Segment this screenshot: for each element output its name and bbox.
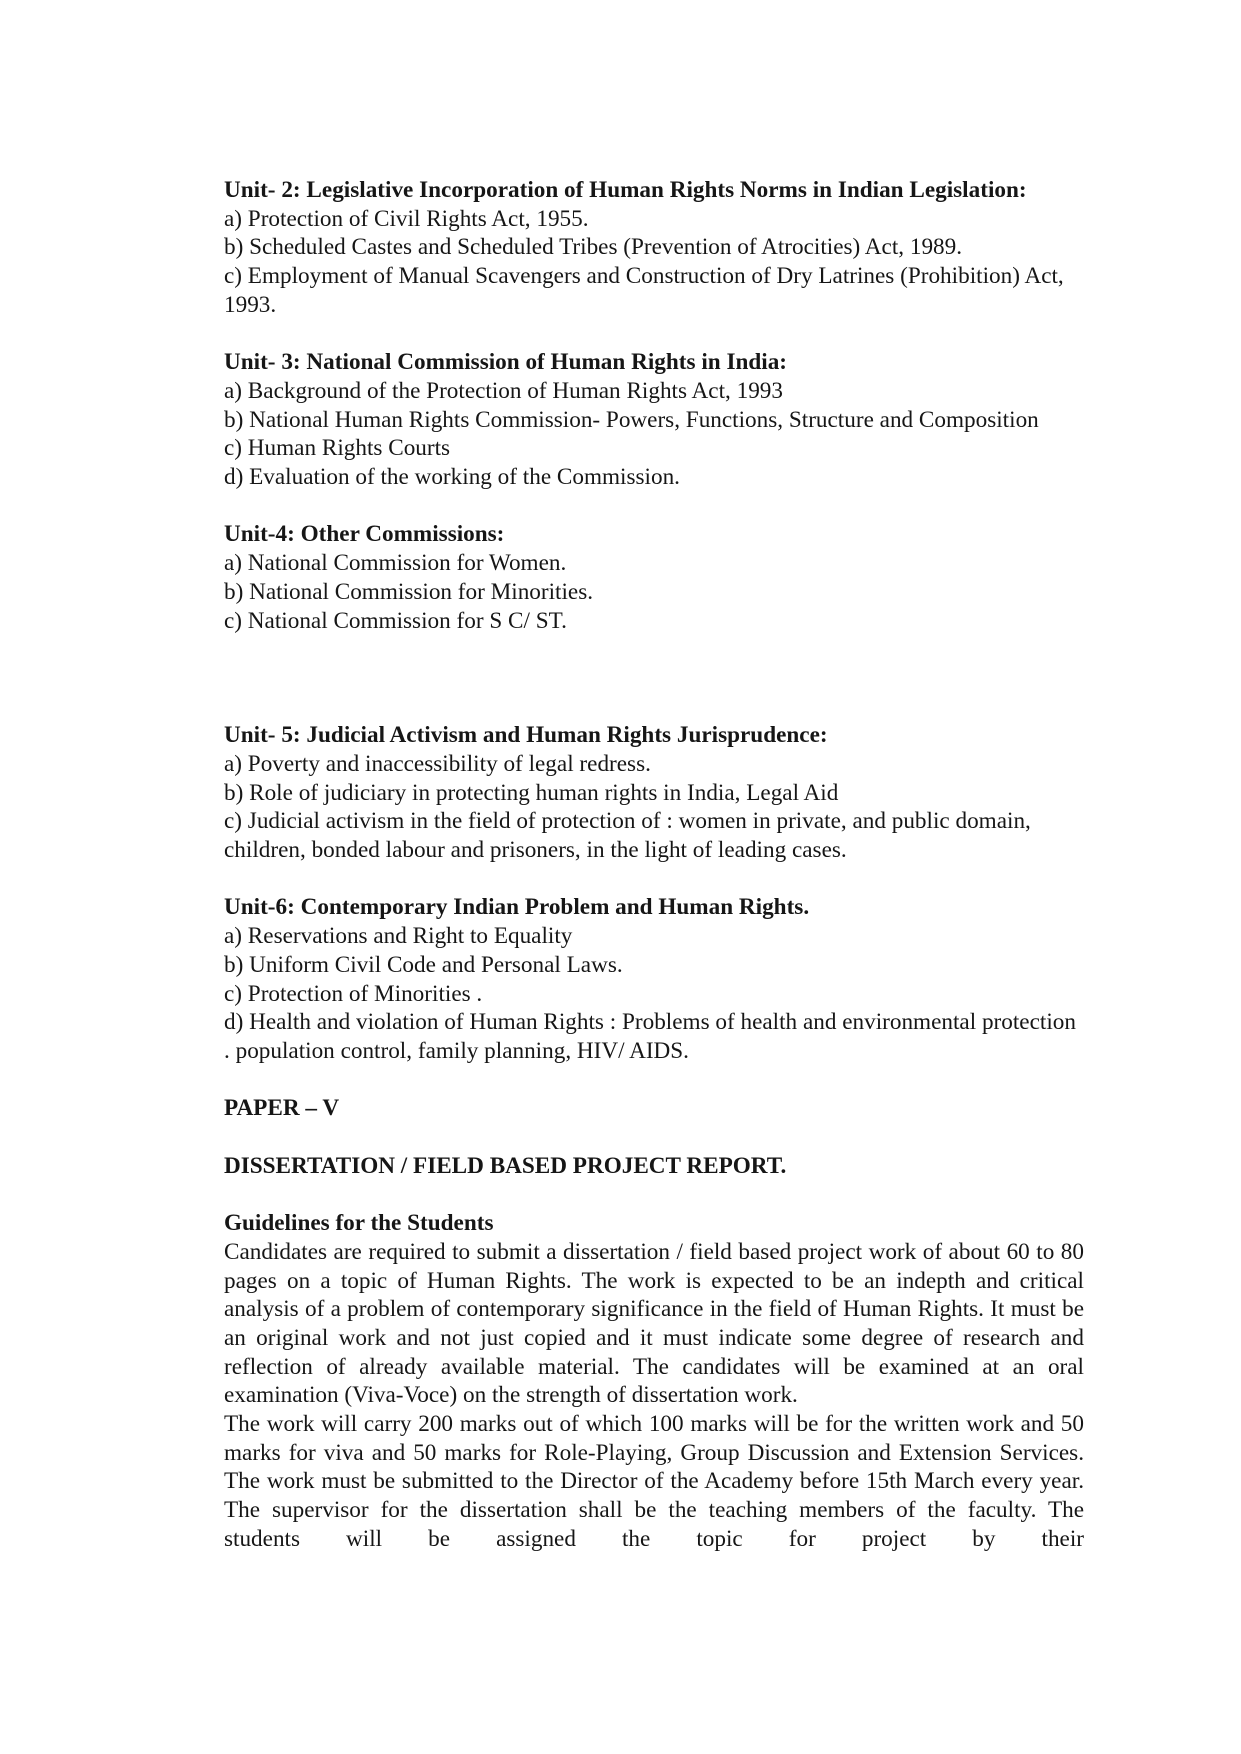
unit-item: a) Background of the Protection of Human Rights Act, 1993 (224, 377, 783, 404)
unit-item: d) Evaluation of the working of the Commission. (224, 464, 680, 491)
unit-6-section (224, 893, 1084, 1065)
unit-5-section (224, 721, 1084, 865)
unit-item: d) Health and violation of Human Rights : Problems of health and environmental protection . population control, family planning, HIV/ AIDS. (224, 1009, 1076, 1064)
unit-heading: Unit- 5: Judicial Activism and Human Rights Jurisprudence: (224, 722, 828, 749)
unit-item: c) Employment of Manual Scavengers and Construction of Dry Latrines (Prohibition) Act, 1993. (224, 263, 1064, 318)
paper-title: PAPER – V (224, 1095, 340, 1122)
unit-item: b) Uniform Civil Code and Personal Laws. (224, 951, 623, 978)
unit-item: a) Poverty and inaccessibility of legal redress. (224, 750, 651, 777)
unit-item: a) National Commission for Women. (224, 550, 567, 577)
unit-item: c) Human Rights Courts (224, 435, 451, 462)
unit-heading: Unit- 2: Legislative Incorporation of Human Rights Norms in Indian Legislation: (224, 177, 1027, 203)
unit-item: a) Protection of Civil Rights Act, 1955. (224, 205, 589, 232)
guidelines-paragraph: Candidates are required to submit a dissertation / field based project work of about 60 to 80 pages on a topic of Human Rights. The work is expected to be an indepth and critical analysis of a problem of contemporary significance in the field of Human Rights. It must be an original work and not just copied and it must indicate some degree of research and reflection of already available material. The candidates will be examined at an oral examination (Viva-Voce) on the strength of dissertation work. (224, 1238, 1084, 1409)
unit-item: c) Judicial activism in the field of protection of : women in private, and public domain, children, bonded labour and prisoners, in the light of leading cases. (224, 808, 1031, 864)
unit-item: c) Protection of Minorities . (224, 980, 483, 1007)
unit-2-section (224, 176, 1084, 320)
unit-4-section (224, 520, 1084, 635)
unit-item: b) National Human Rights Commission- Powers, Functions, Structure and Composition (224, 406, 1039, 433)
page-content (224, 176, 1084, 1582)
guidelines-heading: Guidelines for the Students (224, 1210, 494, 1237)
unit-heading: Unit-6: Contemporary Indian Problem and Human Rights. (224, 894, 810, 921)
unit-heading: Unit-4: Other Commissions: (224, 521, 505, 548)
unit-item: a) Reservations and Right to Equality (224, 923, 573, 950)
unit-item: c) National Commission for S C/ ST. (224, 607, 567, 634)
unit-item: b) Scheduled Castes and Scheduled Tribes (Prevention of Atrocities) Act, 1989. (224, 234, 963, 261)
unit-heading: Unit- 3: National Commission of Human Rights in India: (224, 349, 788, 376)
unit-item: b) Role of judiciary in protecting human rights in India, Legal Aid (224, 779, 839, 806)
guidelines-paragraph: The work will carry 200 marks out of which 100 marks will be for the written work and 50 marks for viva and 50 marks for Role-Playing, Group Discussion and Extension Services. The work must be submitted to the Director of the Academy before 15th March every year. The supervisor for the dissertation shall be the teaching members of the faculty. The students will be assigned the topic for project by their (224, 1411, 1084, 1552)
dissertation-title: DISSERTATION / FIELD BASED PROJECT REPORT. (224, 1152, 787, 1179)
guidelines-section (224, 1209, 1084, 1553)
unit-3-section (224, 348, 1084, 492)
unit-item: b) National Commission for Minorities. (224, 578, 594, 605)
